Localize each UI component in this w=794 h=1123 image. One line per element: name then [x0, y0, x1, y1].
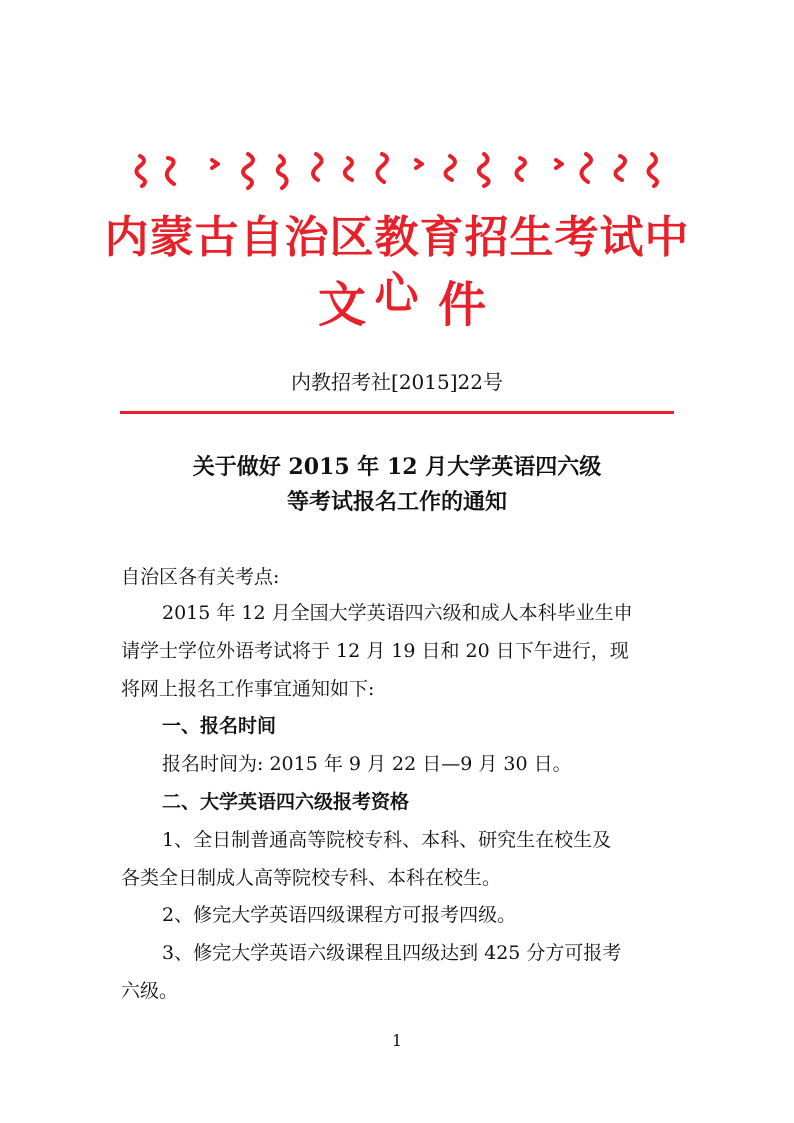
- organization-title: 内蒙古自治区教育招生考试中心: [104, 212, 690, 319]
- eligibility-item-3-line-2: 六级。: [121, 980, 179, 1002]
- eligibility-item-1-line-2: 各类全日制成人高等院校专科、本科在校生。: [121, 867, 502, 889]
- document-type-char-1: 文: [318, 277, 367, 333]
- paragraph-1-line-2: 请学士学位外语考试将于 12 月 19 日和 20 日下午进行，现: [121, 640, 629, 662]
- eligibility-item-3-line-1: 3、修完大学英语六级课程且四级达到 425 分方可报考: [162, 942, 622, 964]
- paragraph-1-line-1: 2015 年 12 月全国大学英语四六级和成人本科毕业生申: [162, 602, 633, 624]
- eligibility-item-1-line-1: 1、全日制普通高等院校专科、本科、研究生在校生及: [162, 829, 612, 851]
- notice-title-line-2: 等考试报名工作的通知: [286, 489, 507, 515]
- section-heading-2: 二、大学英语四六级报考资格: [162, 791, 410, 813]
- section-heading-1: 一、报名时间: [162, 715, 277, 737]
- document-type-char-2: 件: [438, 277, 487, 333]
- registration-time-text: 报名时间为: 2015 年 9 月 22 日—9 月 30 日。: [162, 753, 572, 775]
- eligibility-item-2: 2、修完大学英语四级课程方可报考四级。: [162, 904, 517, 926]
- mongolian-script-header: [130, 150, 670, 190]
- notice-title-line-1: 关于做好 2015 年 12 月大学英语四六级: [192, 454, 602, 480]
- paragraph-1-line-3: 将网上报名工作事宜通知如下:: [121, 678, 375, 700]
- document-number: 内教招考社[2015]22号: [291, 370, 503, 394]
- salutation: 自治区各有关考点:: [121, 566, 280, 588]
- page-number: 1: [391, 1031, 403, 1050]
- red-divider-line: [120, 411, 674, 414]
